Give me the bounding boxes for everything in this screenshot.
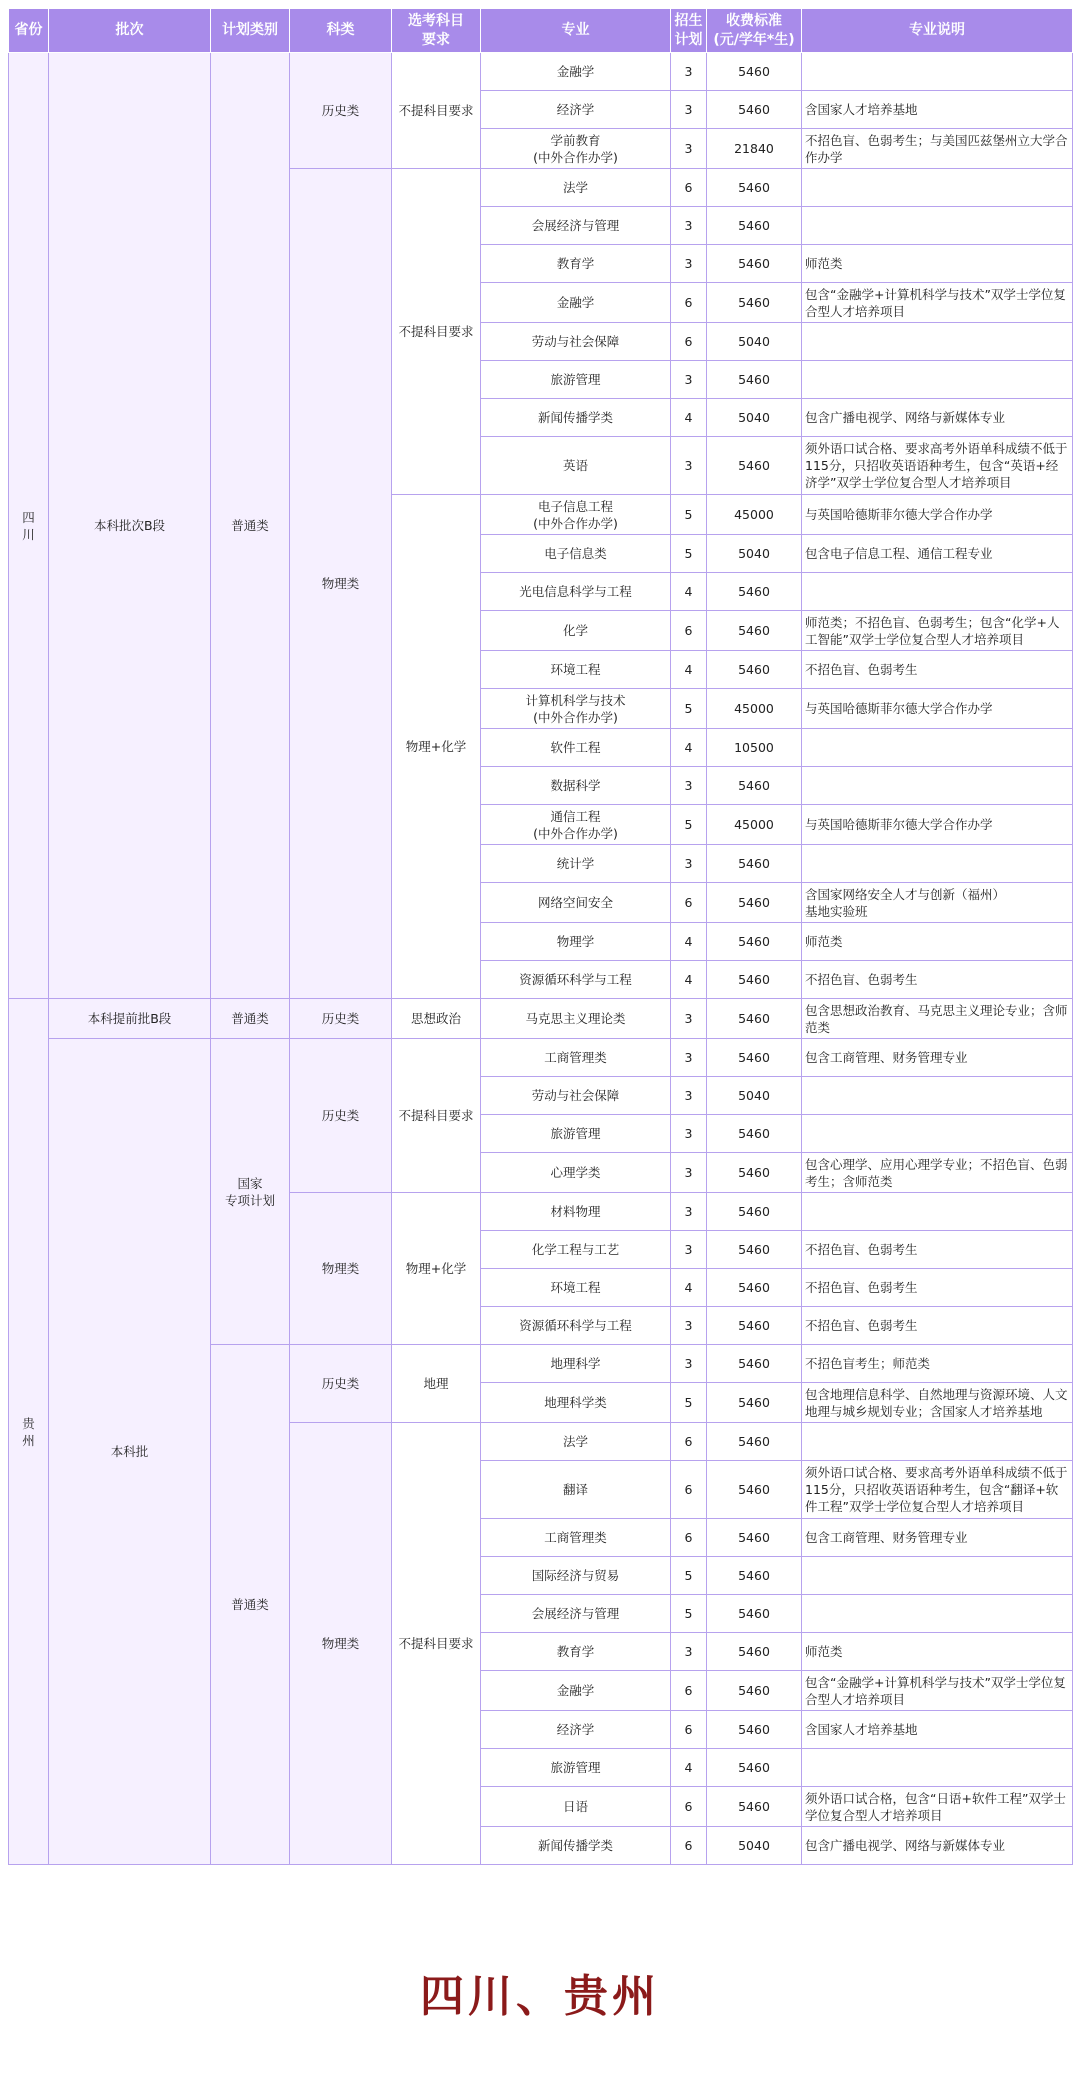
fee-cell: 5460	[707, 1711, 802, 1749]
batch-cell: 本科提前批B段	[49, 999, 211, 1039]
plan-type-cell: 普通类	[211, 1345, 290, 1865]
major-description-cell	[802, 207, 1073, 245]
quota-cell: 3	[671, 91, 707, 129]
column-header: 科类	[290, 9, 392, 53]
quota-cell: 3	[671, 1193, 707, 1231]
table-row	[9, 999, 1073, 1039]
quota-cell: 3	[671, 1153, 707, 1193]
major-cell: 日语	[481, 1787, 671, 1827]
quota-cell: 4	[671, 1749, 707, 1787]
subject-category-cell: 历史类	[290, 53, 392, 169]
major-cell: 环境工程	[481, 651, 671, 689]
major-cell: 教育学	[481, 245, 671, 283]
major-cell: 经济学	[481, 91, 671, 129]
subject-category-cell: 物理类	[290, 1193, 392, 1345]
major-cell: 光电信息科学与工程	[481, 573, 671, 611]
fee-cell: 5460	[707, 1461, 802, 1519]
fee-cell: 10500	[707, 729, 802, 767]
subject-category-cell: 物理类	[290, 1423, 392, 1865]
fee-cell: 5460	[707, 1519, 802, 1557]
quota-cell: 3	[671, 361, 707, 399]
major-cell: 新闻传播学类	[481, 1827, 671, 1865]
fee-cell: 5460	[707, 1383, 802, 1423]
quota-cell: 6	[671, 169, 707, 207]
fee-cell: 5460	[707, 53, 802, 91]
column-header: 计划类别	[211, 9, 290, 53]
quota-cell: 5	[671, 1595, 707, 1633]
fee-cell: 5460	[707, 961, 802, 999]
major-cell: 金融学	[481, 283, 671, 323]
quota-cell: 6	[671, 1711, 707, 1749]
major-description-cell: 不招色盲、色弱考生	[802, 651, 1073, 689]
quota-cell: 4	[671, 1269, 707, 1307]
quota-cell: 5	[671, 689, 707, 729]
fee-cell: 5460	[707, 1153, 802, 1193]
fee-cell: 5040	[707, 399, 802, 437]
major-description-cell: 不招色盲、色弱考生	[802, 961, 1073, 999]
quota-cell: 6	[671, 1519, 707, 1557]
subject-category-cell: 历史类	[290, 999, 392, 1039]
table-row	[9, 1039, 1073, 1077]
major-description-cell: 包含思想政治教育、马克思主义理论专业；含师范类	[802, 999, 1073, 1039]
major-description-cell: 须外语口试合格，包含“日语+软件工程”双学士学位复合型人才培养项目	[802, 1787, 1073, 1827]
fee-cell: 45000	[707, 689, 802, 729]
fee-cell: 5460	[707, 361, 802, 399]
major-cell: 金融学	[481, 1671, 671, 1711]
major-description-cell	[802, 169, 1073, 207]
fee-cell: 5460	[707, 611, 802, 651]
major-cell: 心理学类	[481, 1153, 671, 1193]
major-cell: 化学工程与工艺	[481, 1231, 671, 1269]
major-description-cell: 师范类	[802, 1633, 1073, 1671]
major-cell: 工商管理类	[481, 1519, 671, 1557]
quota-cell: 5	[671, 1383, 707, 1423]
fee-cell: 5460	[707, 651, 802, 689]
fee-cell: 5460	[707, 91, 802, 129]
major-description-cell: 包含工商管理、财务管理专业	[802, 1039, 1073, 1077]
major-cell: 旅游管理	[481, 1749, 671, 1787]
fee-cell: 5460	[707, 1115, 802, 1153]
fee-cell: 5460	[707, 923, 802, 961]
quota-cell: 6	[671, 611, 707, 651]
province-cell: 贵 州	[9, 999, 49, 1865]
major-cell: 经济学	[481, 1711, 671, 1749]
quota-cell: 5	[671, 805, 707, 845]
quota-cell: 4	[671, 729, 707, 767]
fee-cell: 5460	[707, 1749, 802, 1787]
quota-cell: 6	[671, 1461, 707, 1519]
subject-requirement-cell: 不提科目要求	[392, 1039, 481, 1193]
major-cell: 翻译	[481, 1461, 671, 1519]
major-cell: 新闻传播学类	[481, 399, 671, 437]
major-description-cell: 包含地理信息科学、自然地理与资源环境、人文地理与城乡规划专业；含国家人才培养基地	[802, 1383, 1073, 1423]
quota-cell: 3	[671, 1039, 707, 1077]
quota-cell: 3	[671, 1231, 707, 1269]
major-cell: 材料物理	[481, 1193, 671, 1231]
quota-cell: 4	[671, 923, 707, 961]
fee-cell: 5040	[707, 1077, 802, 1115]
major-description-cell: 与英国哈德斯菲尔德大学合作办学	[802, 689, 1073, 729]
major-description-cell: 含国家人才培养基地	[802, 91, 1073, 129]
quota-cell: 3	[671, 999, 707, 1039]
major-cell: 劳动与社会保障	[481, 323, 671, 361]
major-description-cell: 不招色盲考生；师范类	[802, 1345, 1073, 1383]
fee-cell: 5460	[707, 1193, 802, 1231]
major-cell: 地理科学	[481, 1345, 671, 1383]
major-description-cell: 不招色盲、色弱考生	[802, 1231, 1073, 1269]
quota-cell: 6	[671, 1787, 707, 1827]
table-body	[9, 53, 1073, 1865]
quota-cell: 6	[671, 883, 707, 923]
major-description-cell	[802, 767, 1073, 805]
major-description-cell	[802, 323, 1073, 361]
quota-cell: 4	[671, 399, 707, 437]
quota-cell: 3	[671, 1307, 707, 1345]
fee-cell: 21840	[707, 129, 802, 169]
subject-category-cell: 历史类	[290, 1345, 392, 1423]
major-description-cell: 包含电子信息工程、通信工程专业	[802, 535, 1073, 573]
major-description-cell: 包含广播电视学、网络与新媒体专业	[802, 1827, 1073, 1865]
subject-requirement-cell: 物理+化学	[392, 1193, 481, 1345]
quota-cell: 5	[671, 1557, 707, 1595]
column-header: 专业	[481, 9, 671, 53]
major-cell: 网络空间安全	[481, 883, 671, 923]
major-description-cell: 与英国哈德斯菲尔德大学合作办学	[802, 805, 1073, 845]
major-description-cell	[802, 729, 1073, 767]
major-description-cell	[802, 53, 1073, 91]
fee-cell: 5460	[707, 883, 802, 923]
fee-cell: 5460	[707, 1423, 802, 1461]
major-cell: 法学	[481, 1423, 671, 1461]
major-cell: 英语	[481, 437, 671, 495]
quota-cell: 3	[671, 53, 707, 91]
fee-cell: 5460	[707, 1633, 802, 1671]
subject-category-cell: 物理类	[290, 169, 392, 999]
fee-cell: 5460	[707, 767, 802, 805]
quota-cell: 6	[671, 1671, 707, 1711]
major-description-cell: 包含心理学、应用心理学专业；不招色盲、色弱考生；含师范类	[802, 1153, 1073, 1193]
admission-plan-table	[8, 8, 1073, 1865]
fee-cell: 5460	[707, 169, 802, 207]
major-description-cell: 须外语口试合格、要求高考外语单科成绩不低于115分，只招收英语语种考生，包含“英语+经济学”双学士学位复合型人才培养项目	[802, 437, 1073, 495]
column-header: 招生 计划	[671, 9, 707, 53]
major-description-cell: 包含“金融学+计算机科学与技术”双学士学位复合型人才培养项目	[802, 283, 1073, 323]
major-description-cell	[802, 1077, 1073, 1115]
batch-cell: 本科批次B段	[49, 53, 211, 999]
batch-cell: 本科批	[49, 1039, 211, 1865]
major-cell: 国际经济与贸易	[481, 1557, 671, 1595]
major-description-cell: 不招色盲、色弱考生	[802, 1269, 1073, 1307]
major-cell: 电子信息类	[481, 535, 671, 573]
major-cell: 教育学	[481, 1633, 671, 1671]
major-cell: 物理学	[481, 923, 671, 961]
quota-cell: 3	[671, 1077, 707, 1115]
major-cell: 资源循环科学与工程	[481, 1307, 671, 1345]
major-description-cell	[802, 1423, 1073, 1461]
province-cell: 四 川	[9, 53, 49, 999]
major-description-cell	[802, 1115, 1073, 1153]
fee-cell: 5460	[707, 845, 802, 883]
fee-cell: 5460	[707, 1671, 802, 1711]
subject-requirement-cell: 不提科目要求	[392, 169, 481, 495]
subject-requirement-cell: 地理	[392, 1345, 481, 1423]
column-header: 专业说明	[802, 9, 1073, 53]
major-cell: 软件工程	[481, 729, 671, 767]
fee-cell: 5460	[707, 999, 802, 1039]
quota-cell: 6	[671, 283, 707, 323]
fee-cell: 5460	[707, 283, 802, 323]
fee-cell: 45000	[707, 805, 802, 845]
major-cell: 会展经济与管理	[481, 207, 671, 245]
quota-cell: 4	[671, 961, 707, 999]
major-description-cell	[802, 573, 1073, 611]
quota-cell: 3	[671, 767, 707, 805]
major-description-cell: 师范类	[802, 923, 1073, 961]
fee-cell: 5460	[707, 1557, 802, 1595]
major-description-cell	[802, 845, 1073, 883]
subject-category-cell: 历史类	[290, 1039, 392, 1193]
major-cell: 统计学	[481, 845, 671, 883]
plan-type-cell: 国家 专项计划	[211, 1039, 290, 1345]
fee-cell: 5460	[707, 437, 802, 495]
major-description-cell: 包含“金融学+计算机科学与技术”双学士学位复合型人才培养项目	[802, 1671, 1073, 1711]
fee-cell: 5040	[707, 323, 802, 361]
quota-cell: 5	[671, 535, 707, 573]
major-description-cell: 包含广播电视学、网络与新媒体专业	[802, 399, 1073, 437]
column-header: 选考科目 要求	[392, 9, 481, 53]
quota-cell: 3	[671, 1345, 707, 1383]
major-description-cell	[802, 1595, 1073, 1633]
major-cell: 地理科学类	[481, 1383, 671, 1423]
major-description-cell	[802, 1193, 1073, 1231]
major-description-cell: 不招色盲、色弱考生；与美国匹兹堡州立大学合作办学	[802, 129, 1073, 169]
fee-cell: 5040	[707, 535, 802, 573]
quota-cell: 3	[671, 129, 707, 169]
fee-cell: 5460	[707, 1269, 802, 1307]
major-cell: 数据科学	[481, 767, 671, 805]
fee-cell: 5460	[707, 1345, 802, 1383]
major-description-cell: 与英国哈德斯菲尔德大学合作办学	[802, 495, 1073, 535]
column-header: 省份	[9, 9, 49, 53]
fee-cell: 45000	[707, 495, 802, 535]
fee-cell: 5460	[707, 245, 802, 283]
major-description-cell: 师范类；不招色盲、色弱考生；包含“化学+人工智能”双学士学位复合型人才培养项目	[802, 611, 1073, 651]
major-description-cell: 含国家网络安全人才与创新（福州） 基地实验班	[802, 883, 1073, 923]
major-description-cell: 包含工商管理、财务管理专业	[802, 1519, 1073, 1557]
major-cell: 学前教育 (中外合作办学)	[481, 129, 671, 169]
subject-requirement-cell: 物理+化学	[392, 495, 481, 999]
admission-table-container	[8, 8, 1072, 1865]
fee-cell: 5460	[707, 1595, 802, 1633]
quota-cell: 4	[671, 651, 707, 689]
subject-requirement-cell: 不提科目要求	[392, 1423, 481, 1865]
major-cell: 化学	[481, 611, 671, 651]
fee-cell: 5040	[707, 1827, 802, 1865]
major-cell: 资源循环科学与工程	[481, 961, 671, 999]
footer-title: 四川、贵州	[420, 1971, 660, 2022]
major-description-cell	[802, 1557, 1073, 1595]
major-cell: 会展经济与管理	[481, 1595, 671, 1633]
quota-cell: 5	[671, 495, 707, 535]
subject-requirement-cell: 思想政治	[392, 999, 481, 1039]
major-description-cell: 不招色盲、色弱考生	[802, 1307, 1073, 1345]
subject-requirement-cell: 不提科目要求	[392, 53, 481, 169]
fee-cell: 5460	[707, 1307, 802, 1345]
quota-cell: 3	[671, 437, 707, 495]
major-description-cell	[802, 361, 1073, 399]
fee-cell: 5460	[707, 1231, 802, 1269]
major-cell: 工商管理类	[481, 1039, 671, 1077]
fee-cell: 5460	[707, 573, 802, 611]
column-header: 收费标准 (元/学年*生)	[707, 9, 802, 53]
quota-cell: 4	[671, 573, 707, 611]
major-cell: 旅游管理	[481, 361, 671, 399]
major-cell: 计算机科学与技术 (中外合作办学)	[481, 689, 671, 729]
quota-cell: 6	[671, 1423, 707, 1461]
quota-cell: 3	[671, 207, 707, 245]
major-cell: 马克思主义理论类	[481, 999, 671, 1039]
fee-cell: 5460	[707, 1787, 802, 1827]
major-description-cell: 师范类	[802, 245, 1073, 283]
major-cell: 劳动与社会保障	[481, 1077, 671, 1115]
major-description-cell: 须外语口试合格、要求高考外语单科成绩不低于115分，只招收英语语种考生，包含“翻译+软件工程”双学士学位复合型人才培养项目	[802, 1461, 1073, 1519]
quota-cell: 3	[671, 845, 707, 883]
quota-cell: 3	[671, 1115, 707, 1153]
column-header: 批次	[49, 9, 211, 53]
quota-cell: 6	[671, 1827, 707, 1865]
fee-cell: 5460	[707, 207, 802, 245]
fee-cell: 5460	[707, 1039, 802, 1077]
plan-type-cell: 普通类	[211, 999, 290, 1039]
quota-cell: 3	[671, 245, 707, 283]
major-cell: 金融学	[481, 53, 671, 91]
major-cell: 环境工程	[481, 1269, 671, 1307]
major-cell: 旅游管理	[481, 1115, 671, 1153]
table-header-row	[9, 9, 1073, 53]
major-description-cell: 含国家人才培养基地	[802, 1711, 1073, 1749]
major-cell: 法学	[481, 169, 671, 207]
major-cell: 通信工程 (中外合作办学)	[481, 805, 671, 845]
table-row	[9, 53, 1073, 91]
quota-cell: 3	[671, 1633, 707, 1671]
major-cell: 电子信息工程 (中外合作办学)	[481, 495, 671, 535]
plan-type-cell: 普通类	[211, 53, 290, 999]
quota-cell: 6	[671, 323, 707, 361]
major-description-cell	[802, 1749, 1073, 1787]
